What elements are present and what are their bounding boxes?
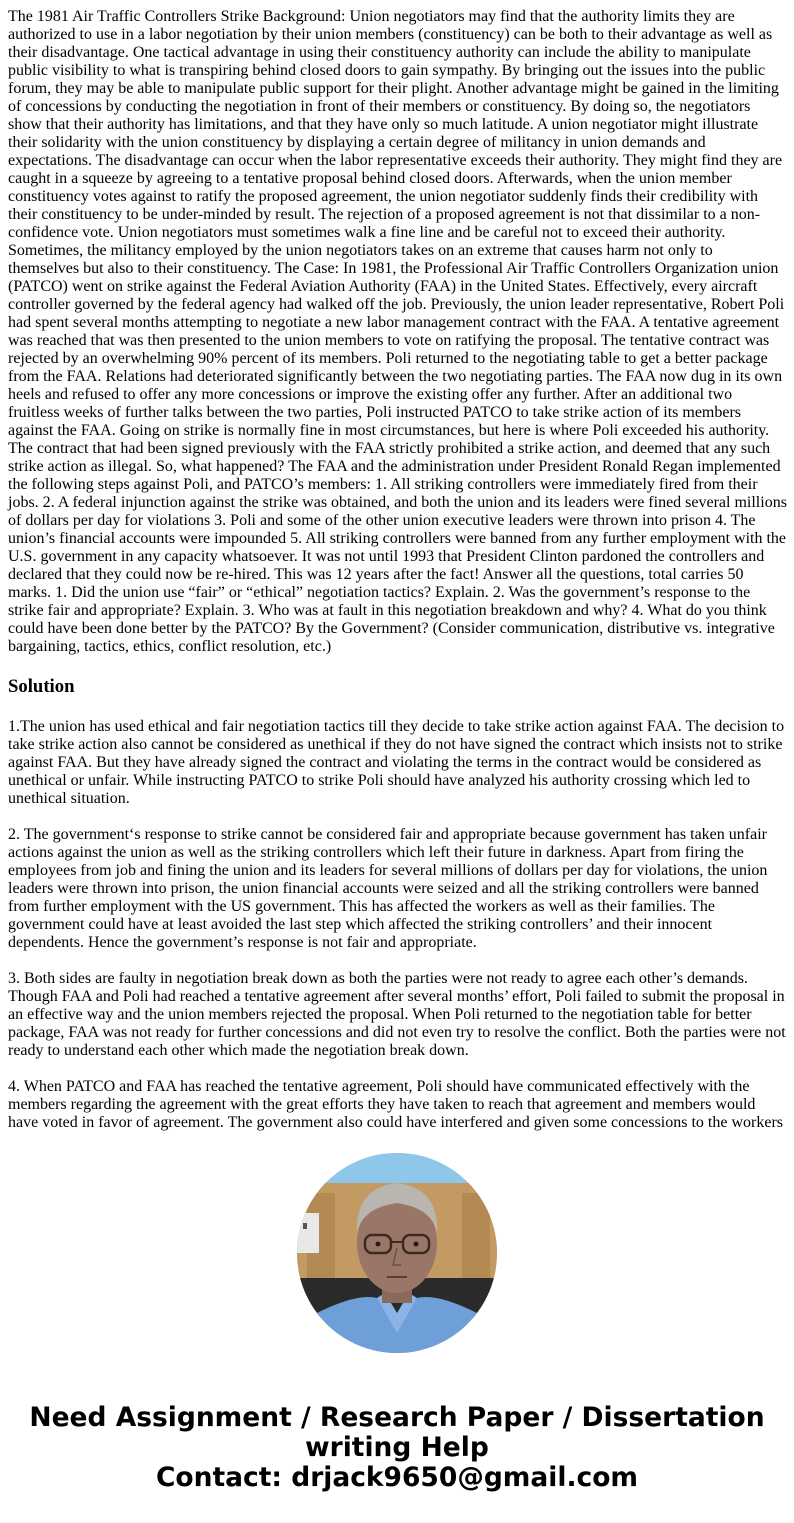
contact-banner [0,1403,794,1493]
answer-3: 3. Both sides are faulty in negotiation break down as both the parties were not ready to agree each other’s demands. Though FAA and Poli had reached a tentative agreement after several months’ effort, Poli failed to submit the proposal in an effective way and the union members rejected the proposal. When Poli returned to the negotiation table for better package, FAA was not ready for further concessions and did not even try to resolve the conflict. Both the parties were not ready to understand each other which made the negotiation break down. [8,970,786,1059]
banner-line-1: Need Assignment / Research Paper / Dissertation [29,1402,765,1433]
answer-1: 1.The union has used ethical and fair negotiation tactics till they decide to take strike action against FAA. The decision to take strike action also cannot be considered as unethical if they do not have signed the contract which insists not to strike against FAA. But they have already signed the contract and violating the terms in the contract would be considered as unethical or unfair. While instructing PATCO to strike Poli should have analyzed his authority crossing which led to unethical situation. [8,718,785,807]
solution-heading: Solution [8,676,75,697]
banner-line-2: writing Help [305,1432,489,1463]
answer-4: 4. When PATCO and FAA has reached the tentative agreement, Poli should have communicated effectively with the members regarding the agreement with the great efforts they have taken to reach that agreement and members would have voted in favor of agreement. The government also could have interfered and given some concessions to the workers [8,1078,783,1131]
question-text: The 1981 Air Traffic Controllers Strike Background: Union negotiators may find that the authority limits they are authorized to use in a labor negotiation by their union members (constituency) can be both to their advantage as well as their disadvantage. One tactical advantage in using their constituency authority can include the ability to manipulate public visibility to what is transpiring behind closed doors to gain sympathy. By bringing out the issues into the public forum, they may be able to manipulate public support for their plight. Another advantage might be gained in the limiting of concessions by conducting the negotiation in front of their members or constituency. By doing so, the negotiators show that their authority has limitations, and that they have only so much latitude. A union negotiator might illustrate their solidarity with the union constituency by displaying a certain degree of militancy in union demands and expectations. The disadvantage can occur when the labor representative exceeds their authority. They might find they are caught in a squeeze by agreeing to a tentative proposal behind closed doors. Afterwards, when the union member constituency votes against to ratify the proposed agreement, the union negotiator suddenly finds their credibility with their constituency to be under-minded by result. The rejection of a proposed agreement is not that dissimilar to a non-confidence vote. Union negotiators must sometimes walk a fine line and be careful not to exceed their authority. Sometimes, the militancy employed by the union negotiators takes on an extreme that causes harm not only to themselves but also to their constituency. The Case: In 1981, the Professional Air Traffic Controllers Organization union (PATCO) went on strike against the Federal Aviation Authority (FAA) in the United States. Effectively, every aircraft controller governed by the federal agency had walked off the job. Previously, the union leader representative, Robert Poli had spent several months attempting to negotiate a new labor management contract with the FAA. A tentative agreement was reached that was then presented to the union members to vote on ratifying the proposal. The tentative contract was rejected by an overwhelming 90% percent of its members. Poli returned to the negotiating table to get a better package from the FAA. Relations had deteriorated significantly between the two negotiating parties. The FAA now dug in its own heels and refused to offer any more concessions or improve the existing offer any further. After an additional two fruitless weeks of further talks between the two parties, Poli instructed PATCO to take strike action of its members against the FAA. Going on strike is normally fine in most circumstances, but here is where Poli exceeded his authority. The contract that had been signed previously with the FAA strictly prohibited a strike action, and deemed that any such strike action as illegal. So, what happened? The FAA and the administration under President Ronald Regan implemented the following steps against Poli, and PATCO’s members: 1. All striking controllers were immediately fired from their jobs. 2. A federal injunction against the strike was obtained, and both the union and its leaders were fined several millions of dollars per day for violations 3. Poli and some of the other union executive leaders were thrown into prison 4. The union’s financial accounts were impounded 5. All striking controllers were banned from any further employment with the U.S. government in any capacity whatsoever. It was not until 1993 that President Clinton pardoned the controllers and declared that they could now be re-hired. This was 12 years after the fact! Answer all the questions, total carries 50 marks. 1. Did the union use “fair” or “ethical” negotiation tactics? Explain. 2. Was the government’s response to the strike fair and appropriate? Explain. 3. Who was at fault in this negotiation breakdown and why? 4. What do you think could have been done better by the PATCO? By the Government? (Consider communication, distributive vs. integrative bargaining, tactics, ethics, conflict resolution, etc.) [8,8,787,655]
contact-email: Contact: drjack9650@gmail.com [155,1462,639,1493]
avatar [297,1153,497,1353]
document-content [8,8,787,1150]
person-photo-icon [297,1153,497,1353]
answer-2: 2. The government‘s response to strike cannot be considered fair and appropriate because government has taken unfair actions against the union as well as the striking controllers which left their future in darkness. Apart from firing the employees from job and fining the union and its leaders for several millions of dollars per day for violations, the union leaders were thrown into prison, the union financial accounts were seized and all the striking controllers were banned from further employment with the US government. This has affected the workers as well as their families. The government could have at least avoided the last step which affected the striking controllers’ and their innocent dependents. Hence the government’s response is not fair and appropriate. [8,826,768,951]
author-photo [297,1153,497,1353]
